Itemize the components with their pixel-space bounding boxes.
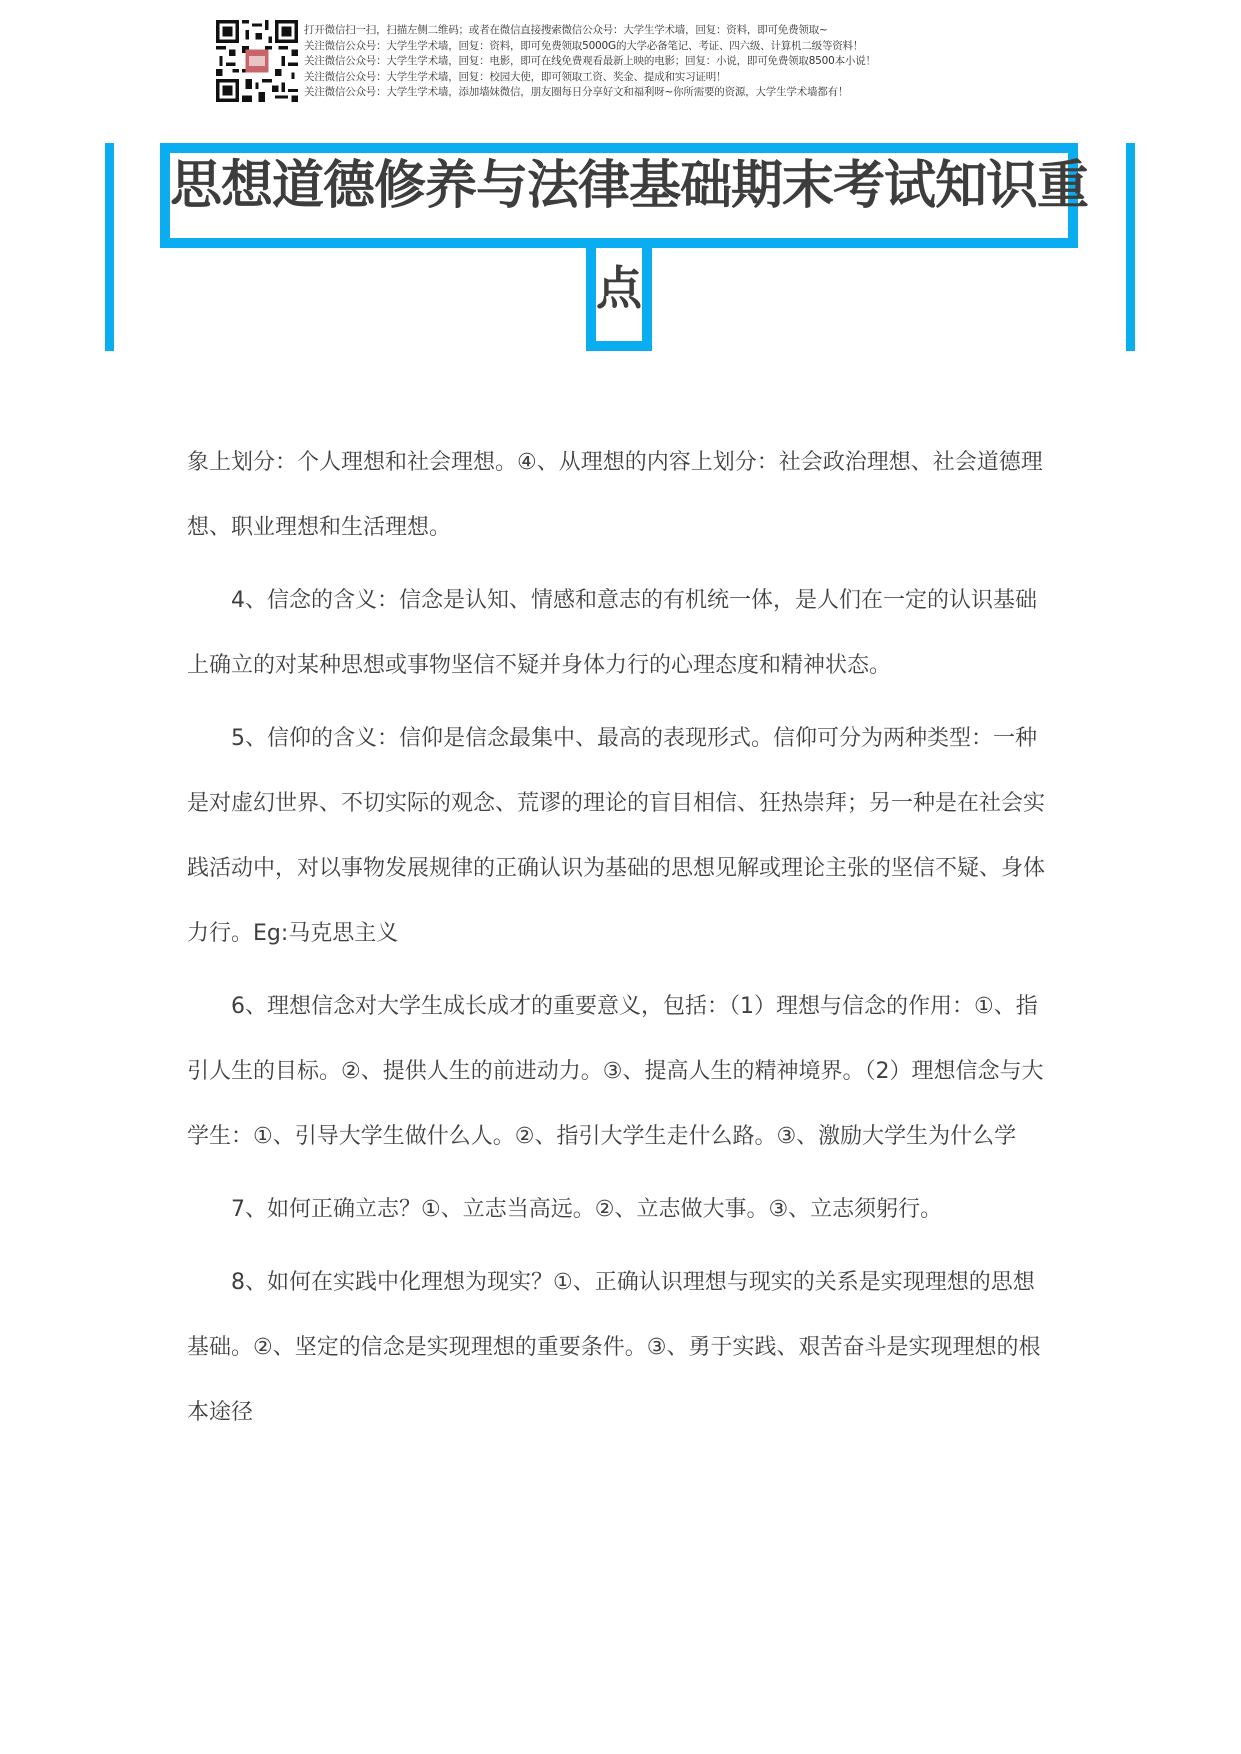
left-accent-bar [105, 143, 114, 351]
promo-line: 关注微信公众号：大学生学术墙，回复：校园大使，即可领取工资、奖金、提成和实习证明！ [304, 70, 727, 83]
document-body [187, 430, 1055, 1453]
paragraph: 8、如何在实践中化理想为现实？①、正确认识理想与现实的关系是实现理想的思想基础。②、坚定的信念是实现理想的重要条件。③、勇于实践、艰苦奋斗是实现理想的根本途径 [187, 1270, 1041, 1425]
right-accent-bar [1126, 143, 1135, 351]
paragraph: 7、如何正确立志？①、立志当高远。②、立志做大事。③、立志须躬行。 [231, 1197, 943, 1222]
qr-code-image [216, 20, 298, 102]
page-title-continuation: 点 [596, 261, 642, 315]
promo-line: 打开微信扫一扫，扫描左侧二维码；或者在微信直接搜索微信公众号：大学生学术墙，回复：资料，即可免费领取~ [304, 24, 828, 36]
promo-line: 关注微信公众号：大学生学术墙，回复：电影，即可在线免费观看最新上映的电影；回复：小说，即可免费领取8500本小说！ [304, 55, 876, 67]
paragraph: 4、信念的含义：信念是认知、情感和意志的有机统一体，是人们在一定的认识基础上确立的对某种思想或事物坚信不疑并身体力行的心理态度和精神状态。 [187, 588, 1037, 678]
paragraph: 象上划分：个人理想和社会理想。④、从理想的内容上划分：社会政治理想、社会道德理想、职业理想和生活理想。 [187, 450, 1043, 540]
paragraph: 6、理想信念对大学生成长成才的重要意义，包括：（1）理想与信念的作用：①、指引人生的目标。②、提供人生的前进动力。③、提高人生的精神境界。（2）理想信念与大学生：①、引导大学生做什么人。②、指引大学生走什么路。③、激励大学生为什么学 [187, 994, 1044, 1149]
promo-line: 关注微信公众号：大学生学术墙，添加墙妹微信，朋友圈每日分享好文和福利呀~你所需要的资源，大学生学术墙都有！ [304, 86, 849, 98]
promo-line: 关注微信公众号：大学生学术墙，回复：资料，即可免费领取5000G的大学必备笔记、考证、四六级、计算机二级等资料！ [304, 39, 864, 52]
header-promo [216, 20, 876, 102]
page-title: 思想道德修养与法律基础期末考试知识重 [170, 156, 1089, 216]
paragraph: 5、信仰的含义：信仰是信念最集中、最高的表现形式。信仰可分为两种类型：一种是对虚幻世界、不切实际的观念、荒谬的理论的盲目相信、狂热崇拜；另一种是在社会实践活动中，对以事物发展规律的正确认识为基础的思想见解或理论主张的坚信不疑、身体力行。Eg:马克思主义 [187, 726, 1046, 946]
